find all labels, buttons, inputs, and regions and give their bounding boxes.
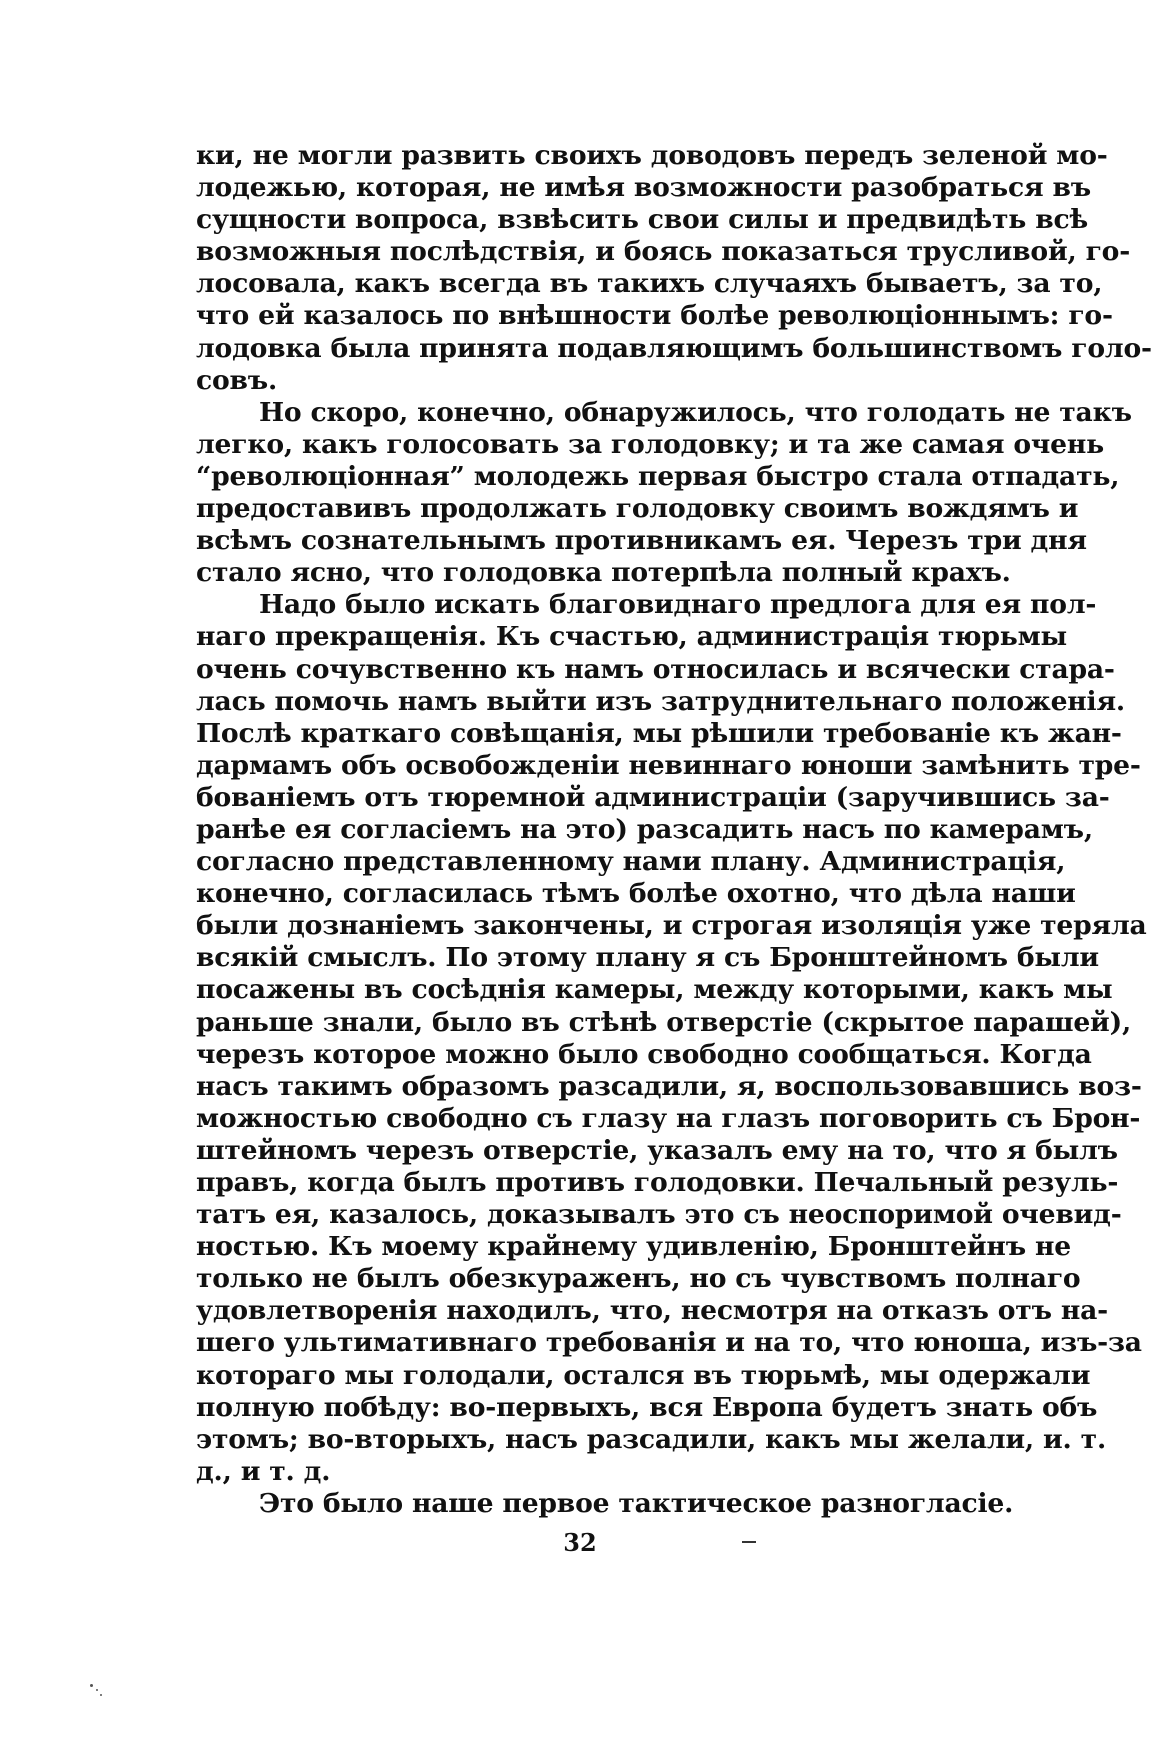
ink-speck [90,1684,93,1687]
text-line: д., и т. д. [196,1455,331,1487]
text-line: предоставивъ продолжать голодовку своимъ вождямъ и [196,493,1079,525]
text-line: дармамъ объ освобожденіи невиннаго юноши замѣнить тре- [196,749,1141,781]
text-line: согласно представленному нами плану. Администрація, [196,846,1066,878]
text-line: лосовала, какъ всегда въ такихъ случаяхъ бываетъ, за то, [196,268,1103,300]
text-line: конечно, согласилась тѣмъ болѣе охотно, что дѣла наши [196,878,1076,910]
text-line: ранѣе ея согласіемъ на это) разсадить насъ по камерамъ, [196,813,1093,845]
text-line: правъ, когда былъ противъ голодовки. Печальный резуль- [196,1167,1119,1198]
text-line: сущности вопроса, взвѣсить свои силы и предвидѣть всѣ [196,204,1088,236]
text-line: Это было наше первое тактическое разногласіе. [259,1487,1014,1519]
paragraph [196,396,1132,590]
text-line: Послѣ краткаго совѣщанія, мы рѣшили требованіе къ жан- [196,717,1122,749]
paragraph [196,140,1152,397]
text-line: можностью свободно съ глазу на глазъ поговорить съ Брон- [196,1102,1141,1134]
text-line: очень сочувственно къ намъ относилась и всячески стара- [196,653,1115,685]
text-line: полную побѣду: во-первыхъ, вся Европа будетъ знать объ [196,1391,1098,1423]
text-line: татъ ея, казалось, доказывалъ это съ неоспоримой очевид- [196,1199,1122,1231]
page-text [196,140,1152,1520]
paragraph [196,589,1147,1488]
text-line: Но скоро, конечно, обнаружилось, что голодать не такъ [259,396,1132,428]
text-line: только не былъ обезкураженъ, но съ чувствомъ полнаго [196,1263,1081,1295]
text-line: лась помочь намъ выйти изъ затруднительнаго положенія. [196,685,1125,717]
text-line: всякій смыслъ. По этому плану я съ Бронштейномъ были [196,942,1099,974]
text-line: наго прекращенія. Къ счастью, администрація тюрьмы [196,621,1067,653]
text-line: “революціонная” молодежь первая быстро стала отпадать, [196,460,1120,492]
text-line: легко, какъ голосовать за голодовку; и та же самая очень [196,428,1104,460]
text-line: черезъ которое можно было свободно сообщаться. Когда [196,1038,1092,1070]
text-line: лодежью, которая, не имѣя возможности разобраться въ [196,172,1091,204]
text-line: ностью. Къ моему крайнему удивленію, Бронштейнъ не [196,1231,1071,1263]
dash-mark [742,1541,756,1543]
ink-speck [100,1694,102,1696]
text-line: раньше знали, было въ стѣнѣ отверстіе (скрытое парашей), [196,1006,1132,1038]
text-line: этомъ; во-вторыхъ, насъ разсадили, какъ мы желали, и. т. [196,1423,1107,1455]
text-line: возможныя послѣдствія, и боясь показаться трусливой, го- [196,236,1131,268]
text-line: совъ. [196,364,278,396]
text-line: стало ясно, что голодовка потерпѣла полный крахъ. [196,557,1011,589]
text-line: шего ультимативнаго требованія и на то, что юноша, изъ-за [196,1327,1142,1359]
text-line: что ей казалось по внѣшности болѣе революціоннымъ: го- [196,300,1113,332]
text-line: посажены въ сосѣднія камеры, между которыми, какъ мы [196,974,1113,1006]
text-line: лодовка была принята подавляющимъ большинствомъ голо- [196,332,1152,364]
text-line: были дознаніемъ закончены, и строгая изоляція уже теряла [196,910,1147,942]
text-line: штейномъ черезъ отверстіе, указалъ ему на то, что я былъ [196,1134,1118,1166]
text-line: Надо было искать благовиднаго предлога для ея пол- [259,589,1097,621]
page-number: 32 [563,1528,597,1557]
text-line: бованіемъ отъ тюремной администраціи (заручившись за- [196,781,1110,813]
ink-speck [96,1689,98,1691]
text-line: ки, не могли развить своихъ доводовъ передъ зеленой мо- [196,140,1108,171]
text-line: котораго мы голодали, остался въ тюрьмѣ, мы одержали [196,1359,1091,1391]
text-line: удовлетворенія находилъ, что, несмотря на отказъ отъ на- [196,1295,1108,1327]
text-line: всѣмъ сознательнымъ противникамъ ея. Черезъ три дня [196,525,1087,557]
paragraph [196,1487,1014,1520]
text-line: насъ такимъ образомъ разсадили, я, воспользовавшись воз- [196,1070,1142,1102]
